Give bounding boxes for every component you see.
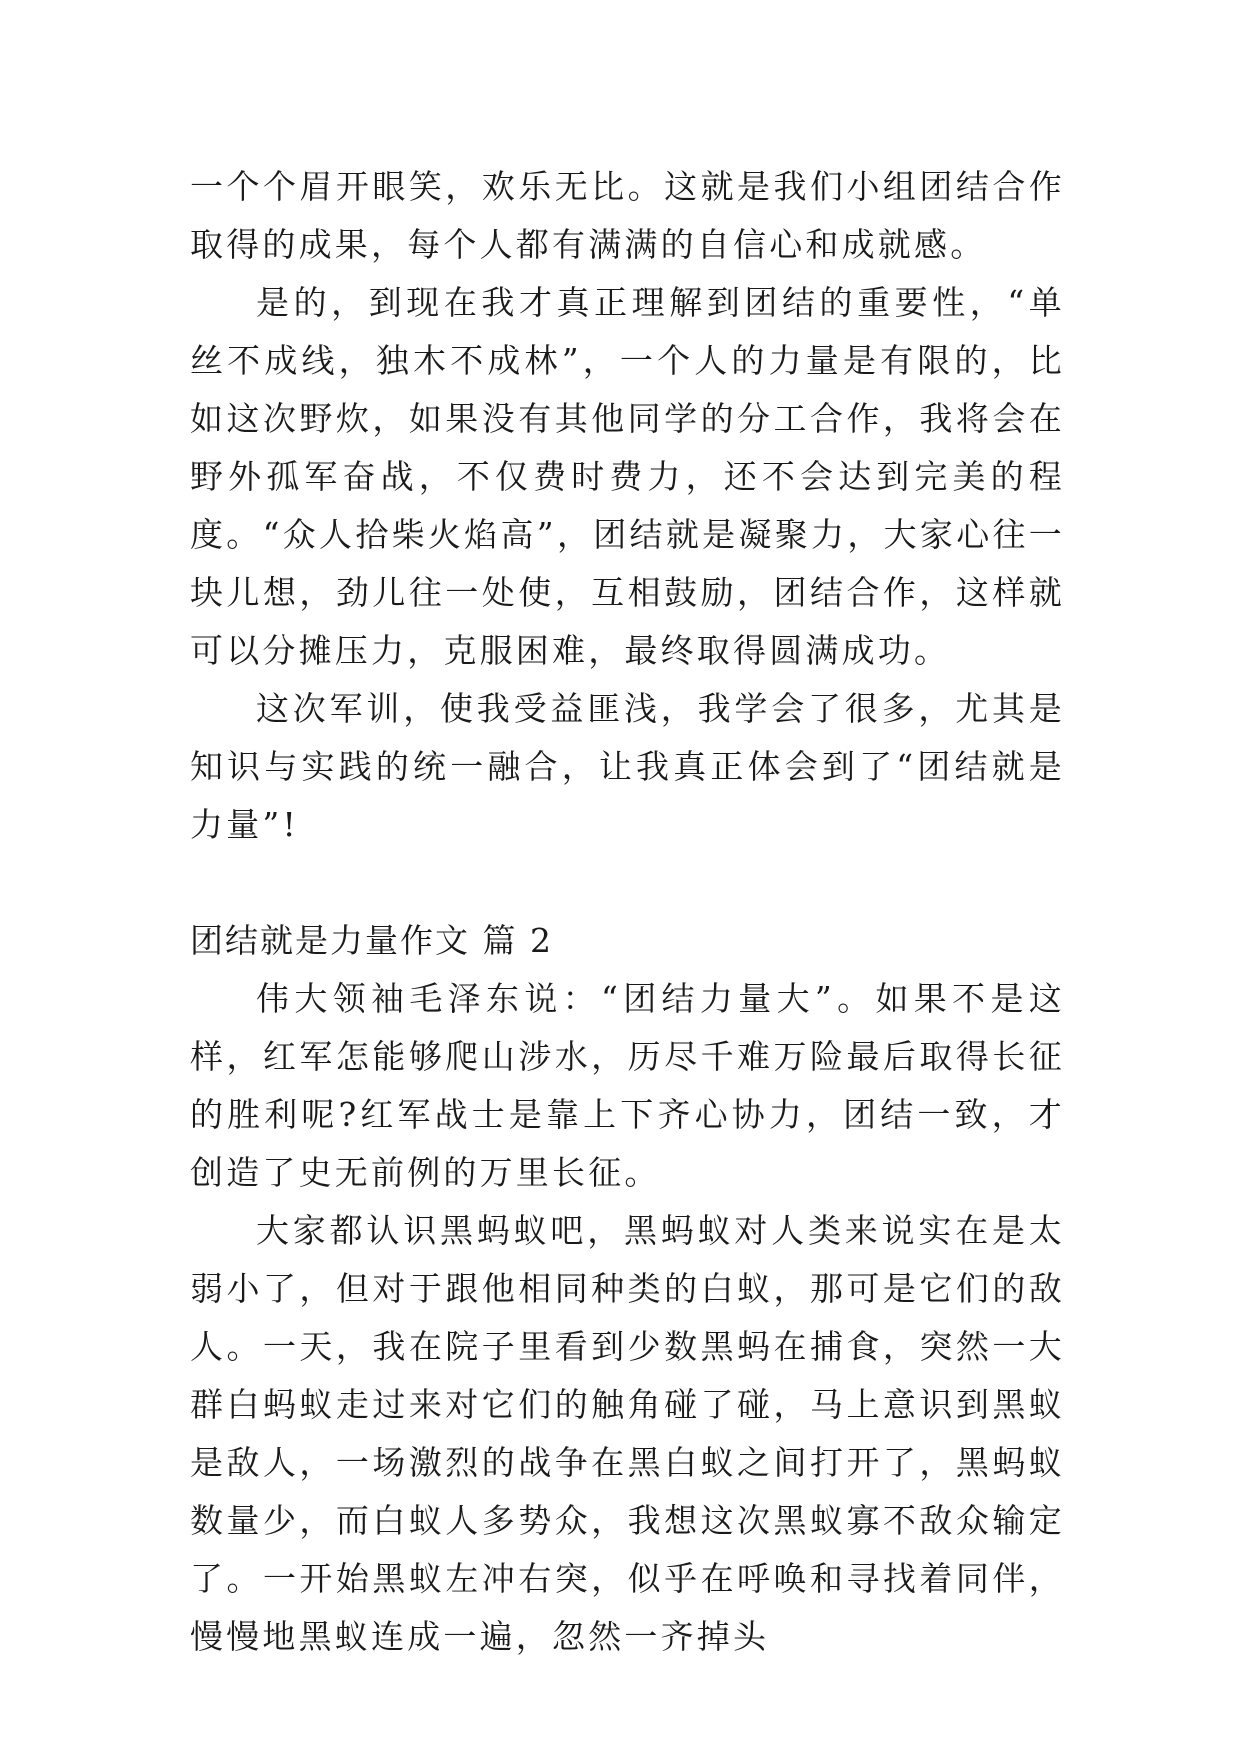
section-heading: 团结就是力量作文 篇 2 <box>190 921 553 960</box>
paragraph-5: 大家都认识黑蚂蚁吧，黑蚂蚁对人类来说实在是太弱小了，但对于跟他相同种类的白蚁，那可是它们的敌人。一天，我在院子里看到少数黑蚂在捕食，突然一大群白蚂蚁走过来对它们的触角碰了碰，马上意识到黑蚁是敌人，一场激烈的战争在黑白蚁之间打开了，黑蚂蚁数量少，而白蚁人多势众，我想这次黑蚁寡不敌众输定了。一开始黑蚁左冲右突，似乎在呼唤和寻找着同伴，慢慢地黑蚁连成一遍，忽然一齐掉头 <box>190 1211 1065 1656</box>
document-body <box>190 158 1065 1666</box>
paragraph-1: 一个个眉开眼笑，欢乐无比。这就是我们小组团结合作取得的成果，每个人都有满满的自信心和成就感。 <box>190 167 1065 264</box>
paragraph-2: 是的，到现在我才真正理解到团结的重要性，“单丝不成线，独木不成林”，一个人的力量是有限的，比如这次野炊，如果没有其他同学的分工合作，我将会在野外孤军奋战，不仅费时费力，还不会达到完美的程度。“众人拾柴火焰高”，团结就是凝聚力，大家心往一块儿想，劲儿往一处使，互相鼓励，团结合作，这样就可以分摊压力，克服困难，最终取得圆满成功。 <box>190 283 1065 670</box>
section-spacer <box>190 854 1065 912</box>
paragraph-4: 伟大领袖毛泽东说：“团结力量大”。如果不是这样，红军怎能够爬山涉水，历尽千难万险最后取得长征的胜利呢?红军战士是靠上下齐心协力，团结一致，才创造了史无前例的万里长征。 <box>190 979 1065 1192</box>
paragraph-3: 这次军训，使我受益匪浅，我学会了很多，尤其是知识与实践的统一融合，让我真正体会到了“团结就是力量”! <box>190 689 1065 844</box>
